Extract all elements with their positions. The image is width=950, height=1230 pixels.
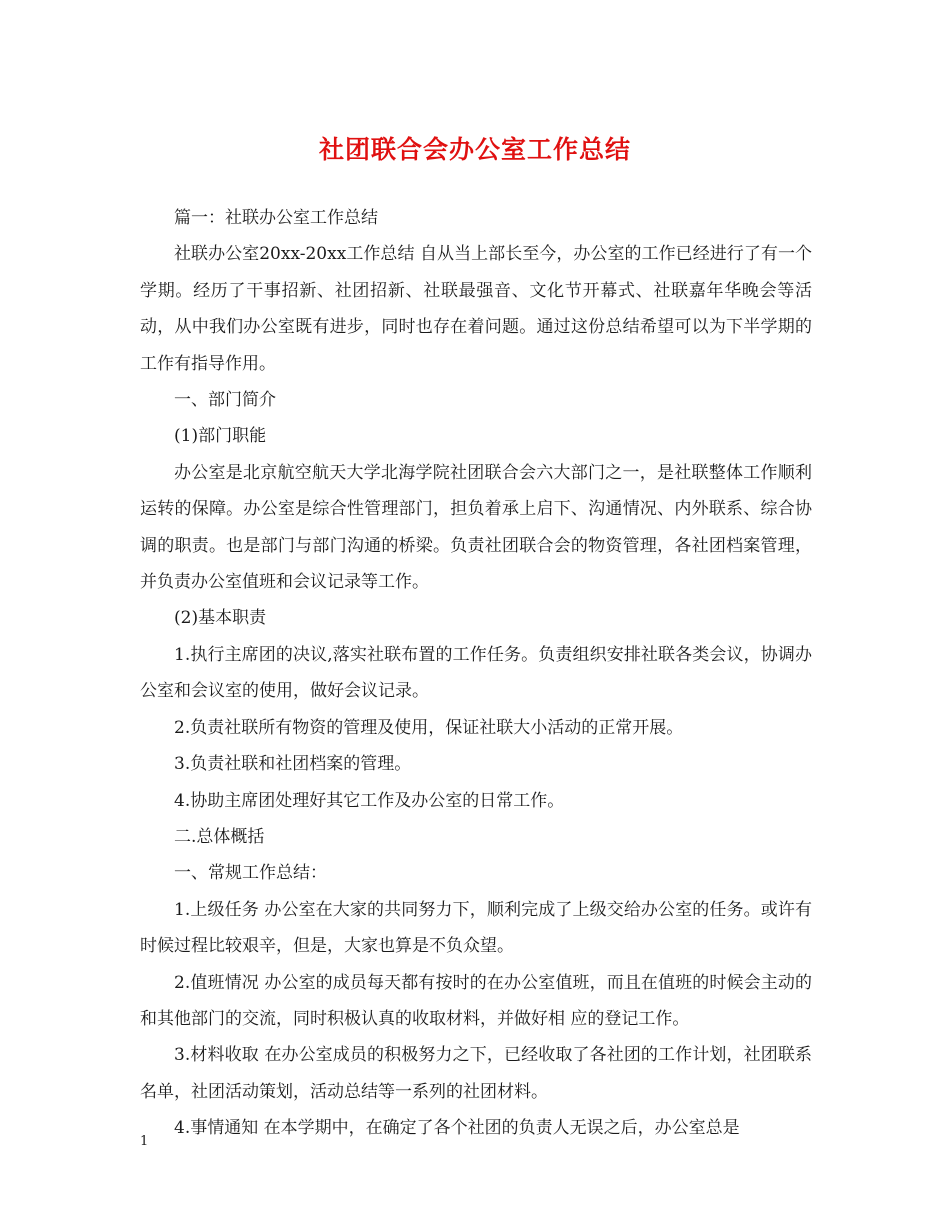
paragraph: 3.材料收取 在办公室成员的积极努力之下，已经收取了各社团的工作计划，社团联系名单，社团活动策划，活动总结等一系列的社团材料。 xyxy=(140,1045,812,1102)
paragraph: 社联办公室20xx-20xx工作总结 自从当上部长至今，办公室的工作已经进行了有一个学期。经历了干事招新、社团招新、社联最强音、文化节开幕式、社联嘉年华晚会等活动，从中我们办公室既有进步，同时也存在着问题。通过这份总结希望可以为下半学期的工作有指导作用。 xyxy=(140,244,812,374)
paragraph: (2)基本职责 xyxy=(174,608,267,629)
page-number: 1 xyxy=(140,1134,149,1149)
document-title: 社团联合会办公室工作总结 xyxy=(318,135,631,164)
paragraph: 2.值班情况 办公室的成员每天都有按时的在办公室值班，而且在值班的时候会主动的和其他部门的交流，同时积极认真的收取材料，并做好相 应的登记工作。 xyxy=(140,972,812,1029)
paragraph: 二.总体概括 xyxy=(174,826,265,847)
paragraph: 办公室是北京航空航天大学北海学院社团联合会六大部门之一，是社联整体工作顺利运转的保障。办公室是综合性管理部门，担负着承上启下、沟通情况、内外联系、综合协调的职责。也是部门与部门沟通的桥梁。负责社团联合会的物资管理，各社团档案管理，并负责办公室值班和会议记录等工作。 xyxy=(140,462,812,593)
paragraph: 4.事情通知 在本学期中，在确定了各个社团的负责人无误之后，办公室总是 xyxy=(174,1118,740,1139)
paragraph: 2.负责社联所有物资的管理及使用，保证社联大小活动的正常开展。 xyxy=(174,717,684,738)
paragraph: 3.负责社联和社团档案的管理。 xyxy=(174,754,412,775)
paragraph: 4.协助主席团处理好其它工作及办公室的日常工作。 xyxy=(174,790,565,811)
paragraph: 篇一：社联办公室工作总结 xyxy=(174,208,378,228)
paragraph: 一、部门简介 xyxy=(174,390,276,411)
paragraph: 1.执行主席团的决议,落实社联布置的工作任务。负责组织安排社联各类会议，协调办公室和会议室的使用，做好会议记录。 xyxy=(140,644,812,702)
document-body xyxy=(140,200,812,1147)
paragraph: (1)部门职能 xyxy=(174,426,267,447)
paragraph: 一、常规工作总结： xyxy=(174,863,327,884)
paragraph: 1.上级任务 办公室在大家的共同努力下，顺利完成了上级交给办公室的任务。或许有时候过程比较艰辛，但是，大家也算是不负众望。 xyxy=(140,899,812,957)
